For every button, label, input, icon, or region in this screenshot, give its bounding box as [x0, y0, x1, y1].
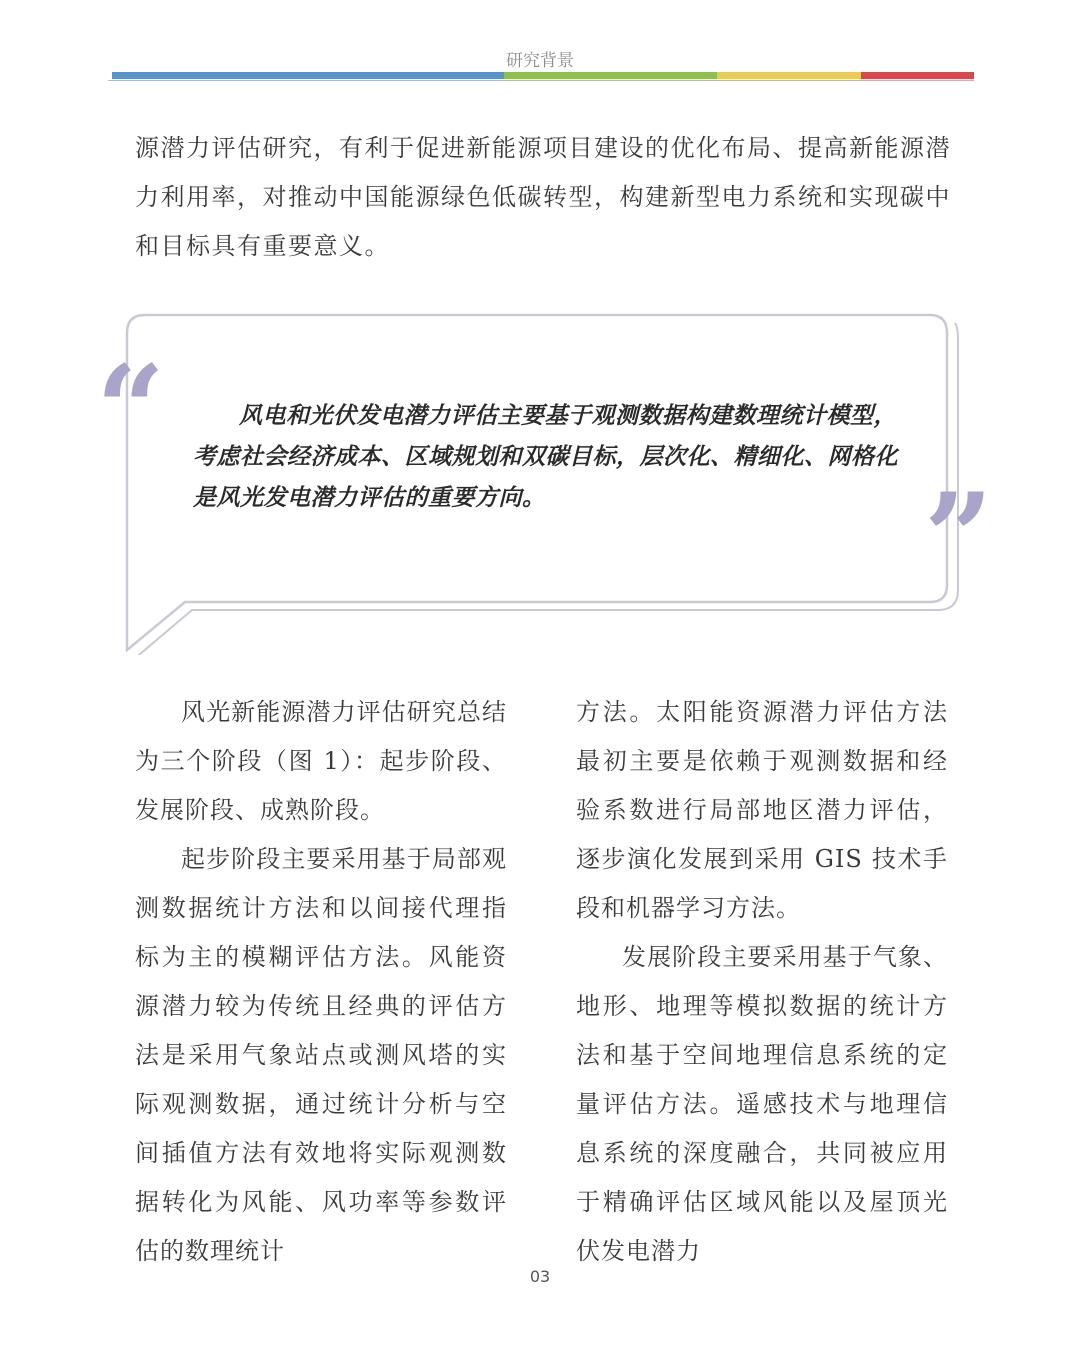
header-rule	[108, 80, 974, 83]
right-column	[576, 688, 948, 1276]
pull-quote-text: 风电和光伏发电潜力评估主要基于观测数据构建数理统计模型，考虑社会经济成本、区域规划和双碳目标，层次化、精细化、网格化是风光发电潜力评估的重要方向。	[193, 402, 898, 511]
color-bar-segment-yellow	[717, 72, 861, 79]
right-paragraph-2: 发展阶段主要采用基于气象、地形、地理等模拟数据的统计方法和基于空间地理信息系统的定量评估方法。遥感技术与地理信息系统的深度融合，共同被应用于精确评估区域风能以及屋顶光伏发电潜力	[576, 943, 948, 1265]
left-column	[135, 688, 507, 1276]
color-bar-segment-red	[861, 72, 974, 79]
color-bar-segment-green	[504, 72, 717, 79]
color-bar-segment-blue	[112, 72, 504, 79]
close-quote-icon: ”	[924, 467, 994, 608]
left-paragraph-1: 风光新能源潜力评估研究总结为三个阶段（图 1）：起步阶段、发展阶段、成熟阶段。	[135, 698, 507, 824]
running-header-title: 研究背景	[506, 51, 574, 71]
right-paragraph-1: 方法。太阳能资源潜力评估方法最初主要是依赖于观测数据和经验系数进行局部地区潜力评估，逐步演化发展到采用 GIS 技术手段和机器学习方法。	[576, 698, 948, 922]
header-color-bar	[112, 72, 974, 79]
left-paragraph-2: 起步阶段主要采用基于局部观测数据统计方法和以间接代理指标为主的模糊评估方法。风能资源潜力较为传统且经典的评估方法是采用气象站点或测风塔的实际观测数据，通过统计分析与空间插值方法有效地将实际观测数据转化为风能、风功率等参数评估的数理统计	[135, 845, 507, 1265]
intro-paragraph: 源潜力评估研究，有利于促进新能源项目建设的优化布局、提高新能源潜力利用率，对推动中国能源绿色低碳转型，构建新型电力系统和实现碳中和目标具有重要意义。	[135, 134, 951, 260]
open-quote-icon: “	[96, 339, 166, 480]
page-number: 03	[529, 1267, 551, 1286]
